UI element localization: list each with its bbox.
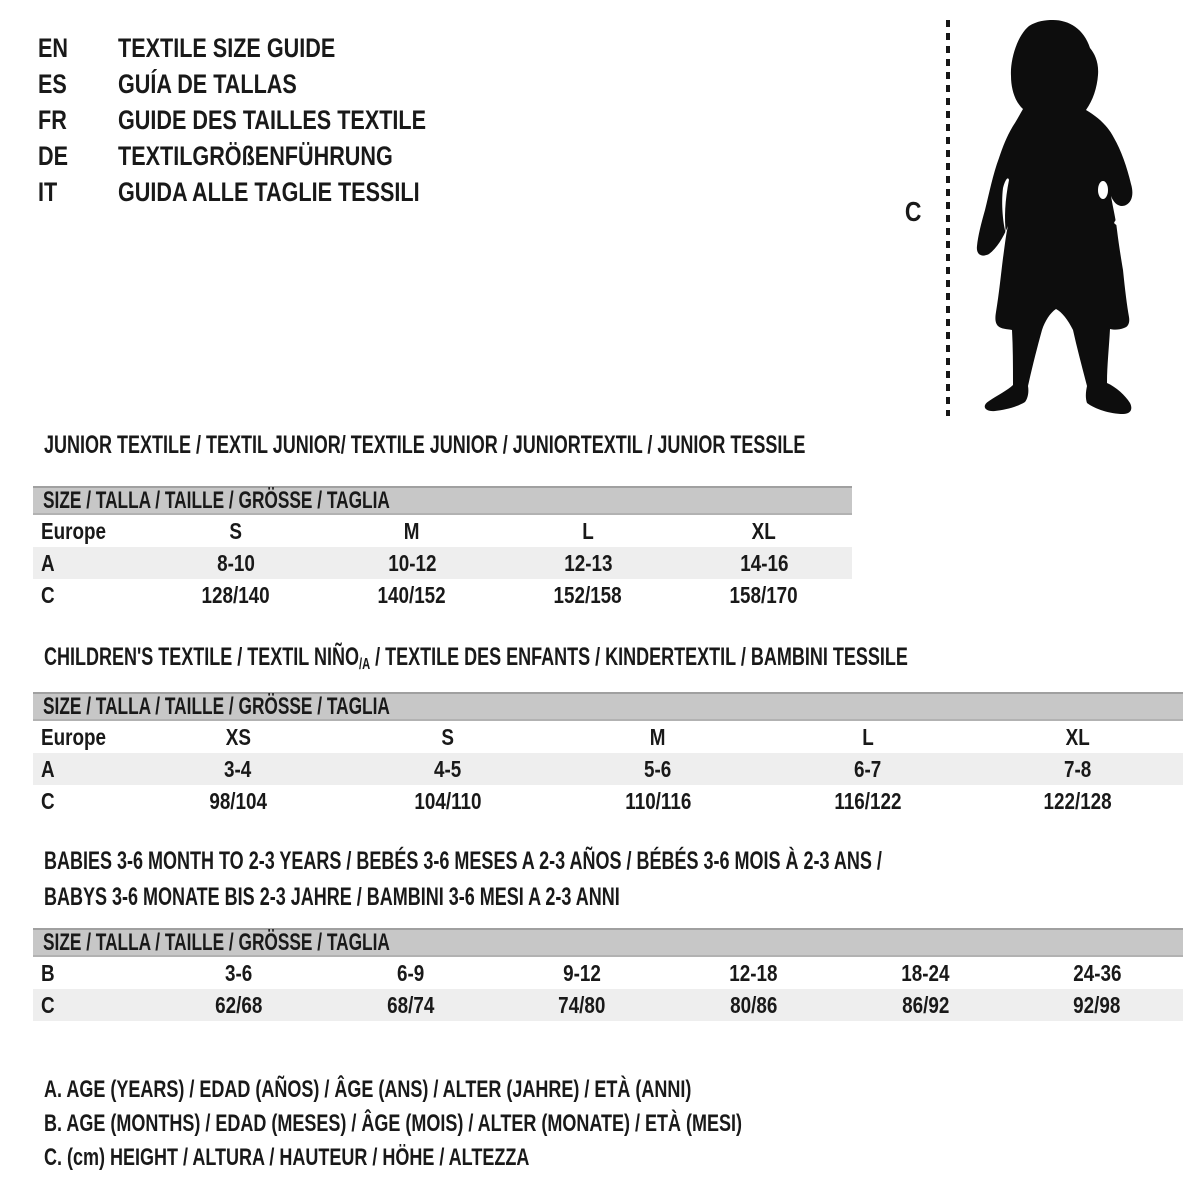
language-row [38, 66, 503, 102]
size-cell: M [324, 515, 500, 547]
table-row-age-months [33, 957, 1183, 989]
legend-age-years: A. AGE (YEARS) / EDAD (AÑOS) / ÂGE (ANS) / ALTER (JAHRE) / ETÀ (ANNI) [44, 1076, 692, 1103]
row-label: Europe [33, 515, 148, 547]
value-cell: 12-13 [500, 547, 676, 579]
row-label: A [33, 753, 133, 785]
row-label: C [33, 579, 148, 611]
language-code: IT [38, 177, 58, 207]
table-row-height-cm [33, 579, 852, 611]
size-header-bar: SIZE / TALLA / TAILLE / GRÖSSE / TAGLIA [33, 928, 1183, 957]
value-cell: 122/128 [973, 785, 1183, 817]
guide-title-fr: GUIDE DES TAILLES TEXTILE [118, 105, 427, 135]
value-cell: 158/170 [676, 579, 852, 611]
language-row [38, 138, 503, 174]
row-label: Europe [33, 721, 133, 753]
height-measure-label: C [904, 196, 922, 227]
language-code: FR [38, 105, 67, 135]
measurement-legend [44, 1073, 975, 1175]
value-cell: 3-6 [153, 957, 325, 989]
table-row-europe [33, 515, 852, 547]
size-cell: L [763, 721, 973, 753]
language-code: ES [38, 69, 67, 99]
table-row-age-years [33, 753, 1183, 785]
value-cell: 116/122 [763, 785, 973, 817]
value-cell: 6-7 [763, 753, 973, 785]
guide-title-de: TEXTILGRÖßENFÜHRUNG [118, 141, 393, 171]
children-section-title: CHILDREN'S TEXTILE / TEXTIL NIÑO/A / TEXTILE DES ENFANTS / KINDERTEXTIL / BAMBINI TESSILE [44, 643, 908, 673]
value-cell: 152/158 [500, 579, 676, 611]
value-cell: 3-4 [133, 753, 343, 785]
language-code: EN [38, 33, 69, 63]
value-cell: 140/152 [324, 579, 500, 611]
value-cell: 86/92 [840, 989, 1012, 1021]
language-code: DE [38, 141, 69, 171]
value-cell: 98/104 [133, 785, 343, 817]
size-cell: XL [973, 721, 1183, 753]
value-cell: 5-6 [553, 753, 763, 785]
value-cell: 18-24 [840, 957, 1012, 989]
toddler-silhouette-icon [965, 18, 1137, 418]
size-header-bar: SIZE / TALLA / TAILLE / GRÖSSE / TAGLIA [33, 486, 852, 515]
row-label: C [33, 989, 153, 1021]
row-label: A [33, 547, 148, 579]
size-cell: S [148, 515, 324, 547]
language-title-block [38, 30, 503, 210]
size-header-bar: SIZE / TALLA / TAILLE / GRÖSSE / TAGLIA [33, 692, 1183, 721]
value-cell: 14-16 [676, 547, 852, 579]
value-cell: 92/98 [1011, 989, 1183, 1021]
value-cell: 110/116 [553, 785, 763, 817]
value-cell: 74/80 [496, 989, 668, 1021]
table-row-age-years [33, 547, 852, 579]
value-cell: 8-10 [148, 547, 324, 579]
guide-title-es: GUÍA DE TALLAS [118, 69, 297, 99]
language-row [38, 102, 503, 138]
size-cell: XL [676, 515, 852, 547]
value-cell: 104/110 [343, 785, 553, 817]
value-cell: 4-5 [343, 753, 553, 785]
size-cell: S [343, 721, 553, 753]
size-cell: L [500, 515, 676, 547]
value-cell: 80/86 [668, 989, 840, 1021]
value-cell: 12-18 [668, 957, 840, 989]
value-cell: 62/68 [153, 989, 325, 1021]
junior-section-title: JUNIOR TEXTILE / TEXTIL JUNIOR/ TEXTILE JUNIOR / JUNIORTEXTIL / JUNIOR TESSILE [44, 431, 806, 459]
table-row-height-cm [33, 989, 1183, 1021]
nino-a-subscript: /A [358, 655, 371, 673]
size-cell: XS [133, 721, 343, 753]
value-cell: 68/74 [325, 989, 497, 1021]
legend-height-cm: C. (cm) HEIGHT / ALTURA / HAUTEUR / HÖHE / ALTEZZA [44, 1144, 530, 1171]
value-cell: 10-12 [324, 547, 500, 579]
value-cell: 9-12 [496, 957, 668, 989]
row-label: C [33, 785, 133, 817]
children-size-table [33, 692, 1183, 817]
table-row-europe [33, 721, 1183, 753]
junior-size-table [33, 486, 852, 611]
guide-title-it: GUIDA ALLE TAGLIE TESSILI [118, 177, 420, 207]
value-cell: 128/140 [148, 579, 324, 611]
value-cell: 7-8 [973, 753, 1183, 785]
value-cell: 24-36 [1011, 957, 1183, 989]
height-measure-dashed-line [946, 20, 950, 416]
babies-size-table [33, 928, 1183, 1021]
size-cell: M [553, 721, 763, 753]
table-row-height-cm [33, 785, 1183, 817]
babies-section-title: BABIES 3-6 MONTH TO 2-3 YEARS / BEBÉS 3-6 MESES A 2-3 AÑOS / BÉBÉS 3-6 MOIS À 2-3 ANS / BABYS 3-6 MONATE BIS 2-3 JAHRE / BAMBINI 3-6 MESI A 2-3 ANNI [44, 847, 882, 911]
row-label: B [33, 957, 153, 989]
legend-age-months: B. AGE (MONTHS) / EDAD (MESES) / ÂGE (MOIS) / ALTER (MONATE) / ETÀ (MESI) [44, 1110, 742, 1137]
language-row [38, 174, 503, 210]
guide-title-en: TEXTILE SIZE GUIDE [118, 33, 336, 63]
value-cell: 6-9 [325, 957, 497, 989]
language-row [38, 30, 503, 66]
